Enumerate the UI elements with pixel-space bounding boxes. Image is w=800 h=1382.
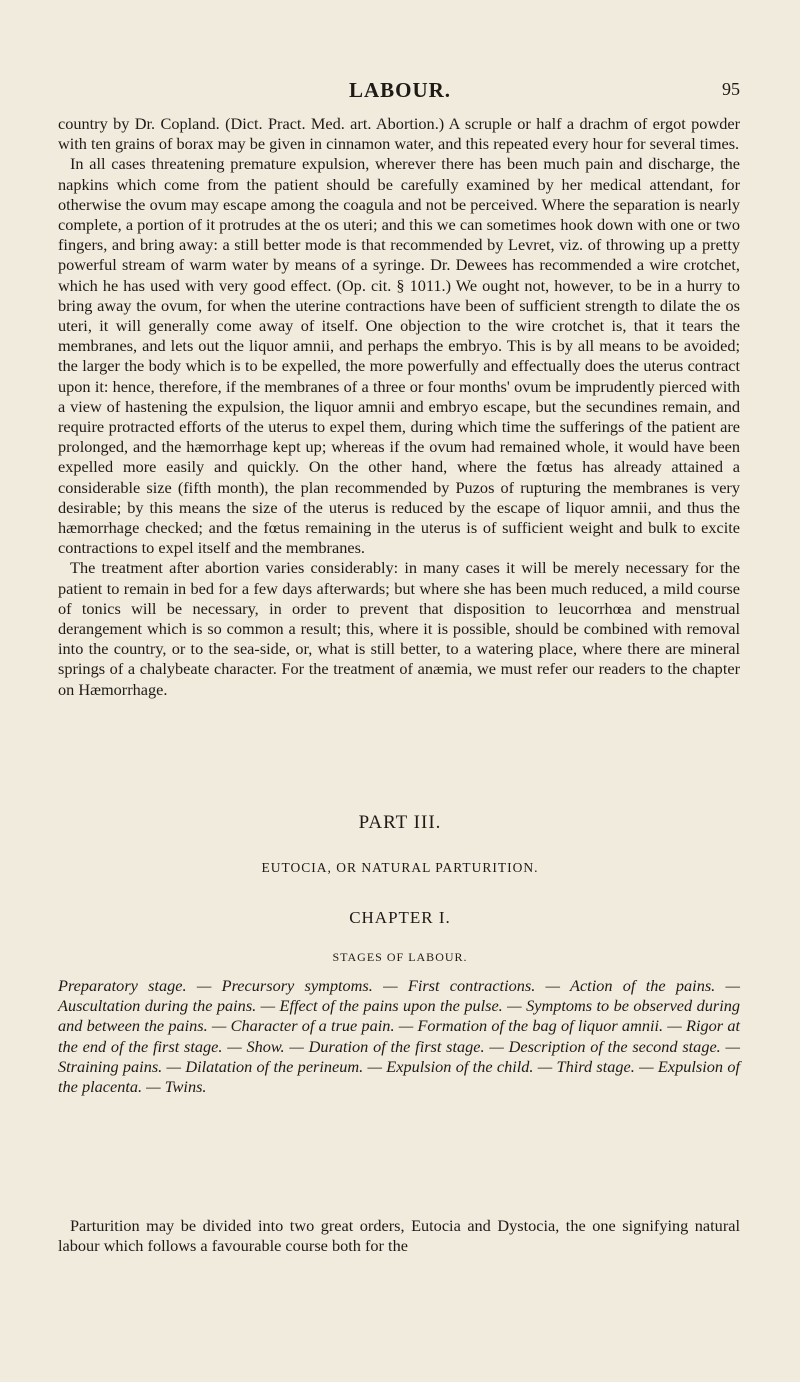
page-number: 95 [722, 79, 740, 99]
running-head: LABOUR. [348, 78, 452, 102]
chapter-synopsis: Preparatory stage. — Precursory symptoms. — First contractions. — Action of the pains. — Auscultation during the pains. — Effect of the pains upon the pulse. — Symptoms to be observed during and between the pains. — Character of a true pain. — Formation of the bag of liquor amnii. — Rigor at the end of the first stage. — Show. — Duration of the first stage. — Description of the second stage. — Straining pains. — Dilatation of the perineum. — Expulsion of the child. — Third stage. — Expulsion of the placenta. — Twins. [58, 976, 740, 1097]
paragraph-2: In all cases threatening premature expulsion, wherever there has been much pain and discharge, the napkins which come from the patient should be carefully examined by her medical attendant, for otherwise the ovum may escape among the coagula and not be perceived. Where the separation is nearly complete, a portion of it protrudes at the os uteri; and this we can sometimes hook down with one or two fingers, and bring away: a still better mode is that recommended by Levret, viz. of throwing up a pretty powerful stream of warm water by means of a syringe. Dr. Dewees has recommended a wire crotchet, which he has used with very good effect. (Op. cit. § 1011.) We ought not, however, to be in a hurry to bring away the ovum, for when the uterine contractions have been of sufficient strength to dilate the os uteri, it will generally come away of itself. One objection to the wire crotchet is, that it tears the membranes, and lets out the liquor amnii, and perhaps the embryo. This is by all means to be avoided; the larger the body which is to be expelled, the more powerfully and effectually does the uterus contract upon it: hence, therefore, if the membranes of a three or four months' ovum be imprudently pierced with a view of hastening the expulsion, the liquor amnii and embryo escape, but the secundines remain, and require protracted efforts of the uterus to expel them, during which time the sufferings of the patient are prolonged, and the hæmorrhage kept up; whereas if the ovum had remained whole, it would have been expelled more easily and quickly. On the other hand, where the fœtus has already attained a considerable size (fifth month), the plan recommended by Puzos of rupturing the membranes is very desirable; by this means the size of the uterus is reduced by the escape of liquor amnii, and thus the hæmorrhage checked; and the fœtus remaining in the uterus is of sufficient weight and bulk to excite contractions to expel itself and the membranes. [58, 154, 740, 558]
body-text [58, 114, 740, 700]
page-header [60, 78, 740, 102]
part-heading: PART III. [358, 812, 442, 833]
chapter-heading: CHAPTER I. [349, 908, 451, 927]
chapter-subtitle: STAGES OF LABOUR. [332, 950, 468, 964]
part-subtitle: EUTOCIA, OR NATURAL PARTURITION. [261, 860, 539, 875]
final-paragraph: Parturition may be divided into two great orders, Eutocia and Dystocia, the one signifying natural labour which follows a favourable course both for the [58, 1216, 740, 1256]
final-paragraph-block [58, 1216, 740, 1256]
paragraph-3: The treatment after abortion varies considerably: in many cases it will be merely necessary for the patient to remain in bed for a few days afterwards; but where she has been much reduced, a mild course of tonics will be necessary, in order to prevent that disposition to leucorrhœa and menstrual derangement which is so common a result; this, where it is possible, should be combined with removal into the country, or to the sea-side, or, what is still better, to a watering place, where there are mineral springs of a chalybeate character. For the treatment of anæmia, we must refer our readers to the chapter on Hæmorrhage. [58, 558, 740, 699]
paragraph-1: country by Dr. Copland. (Dict. Pract. Med. art. Abortion.) A scruple or half a drachm of ergot powder with ten grains of borax may be given in cinnamon water, and this repeated every hour for several times. [58, 114, 740, 154]
